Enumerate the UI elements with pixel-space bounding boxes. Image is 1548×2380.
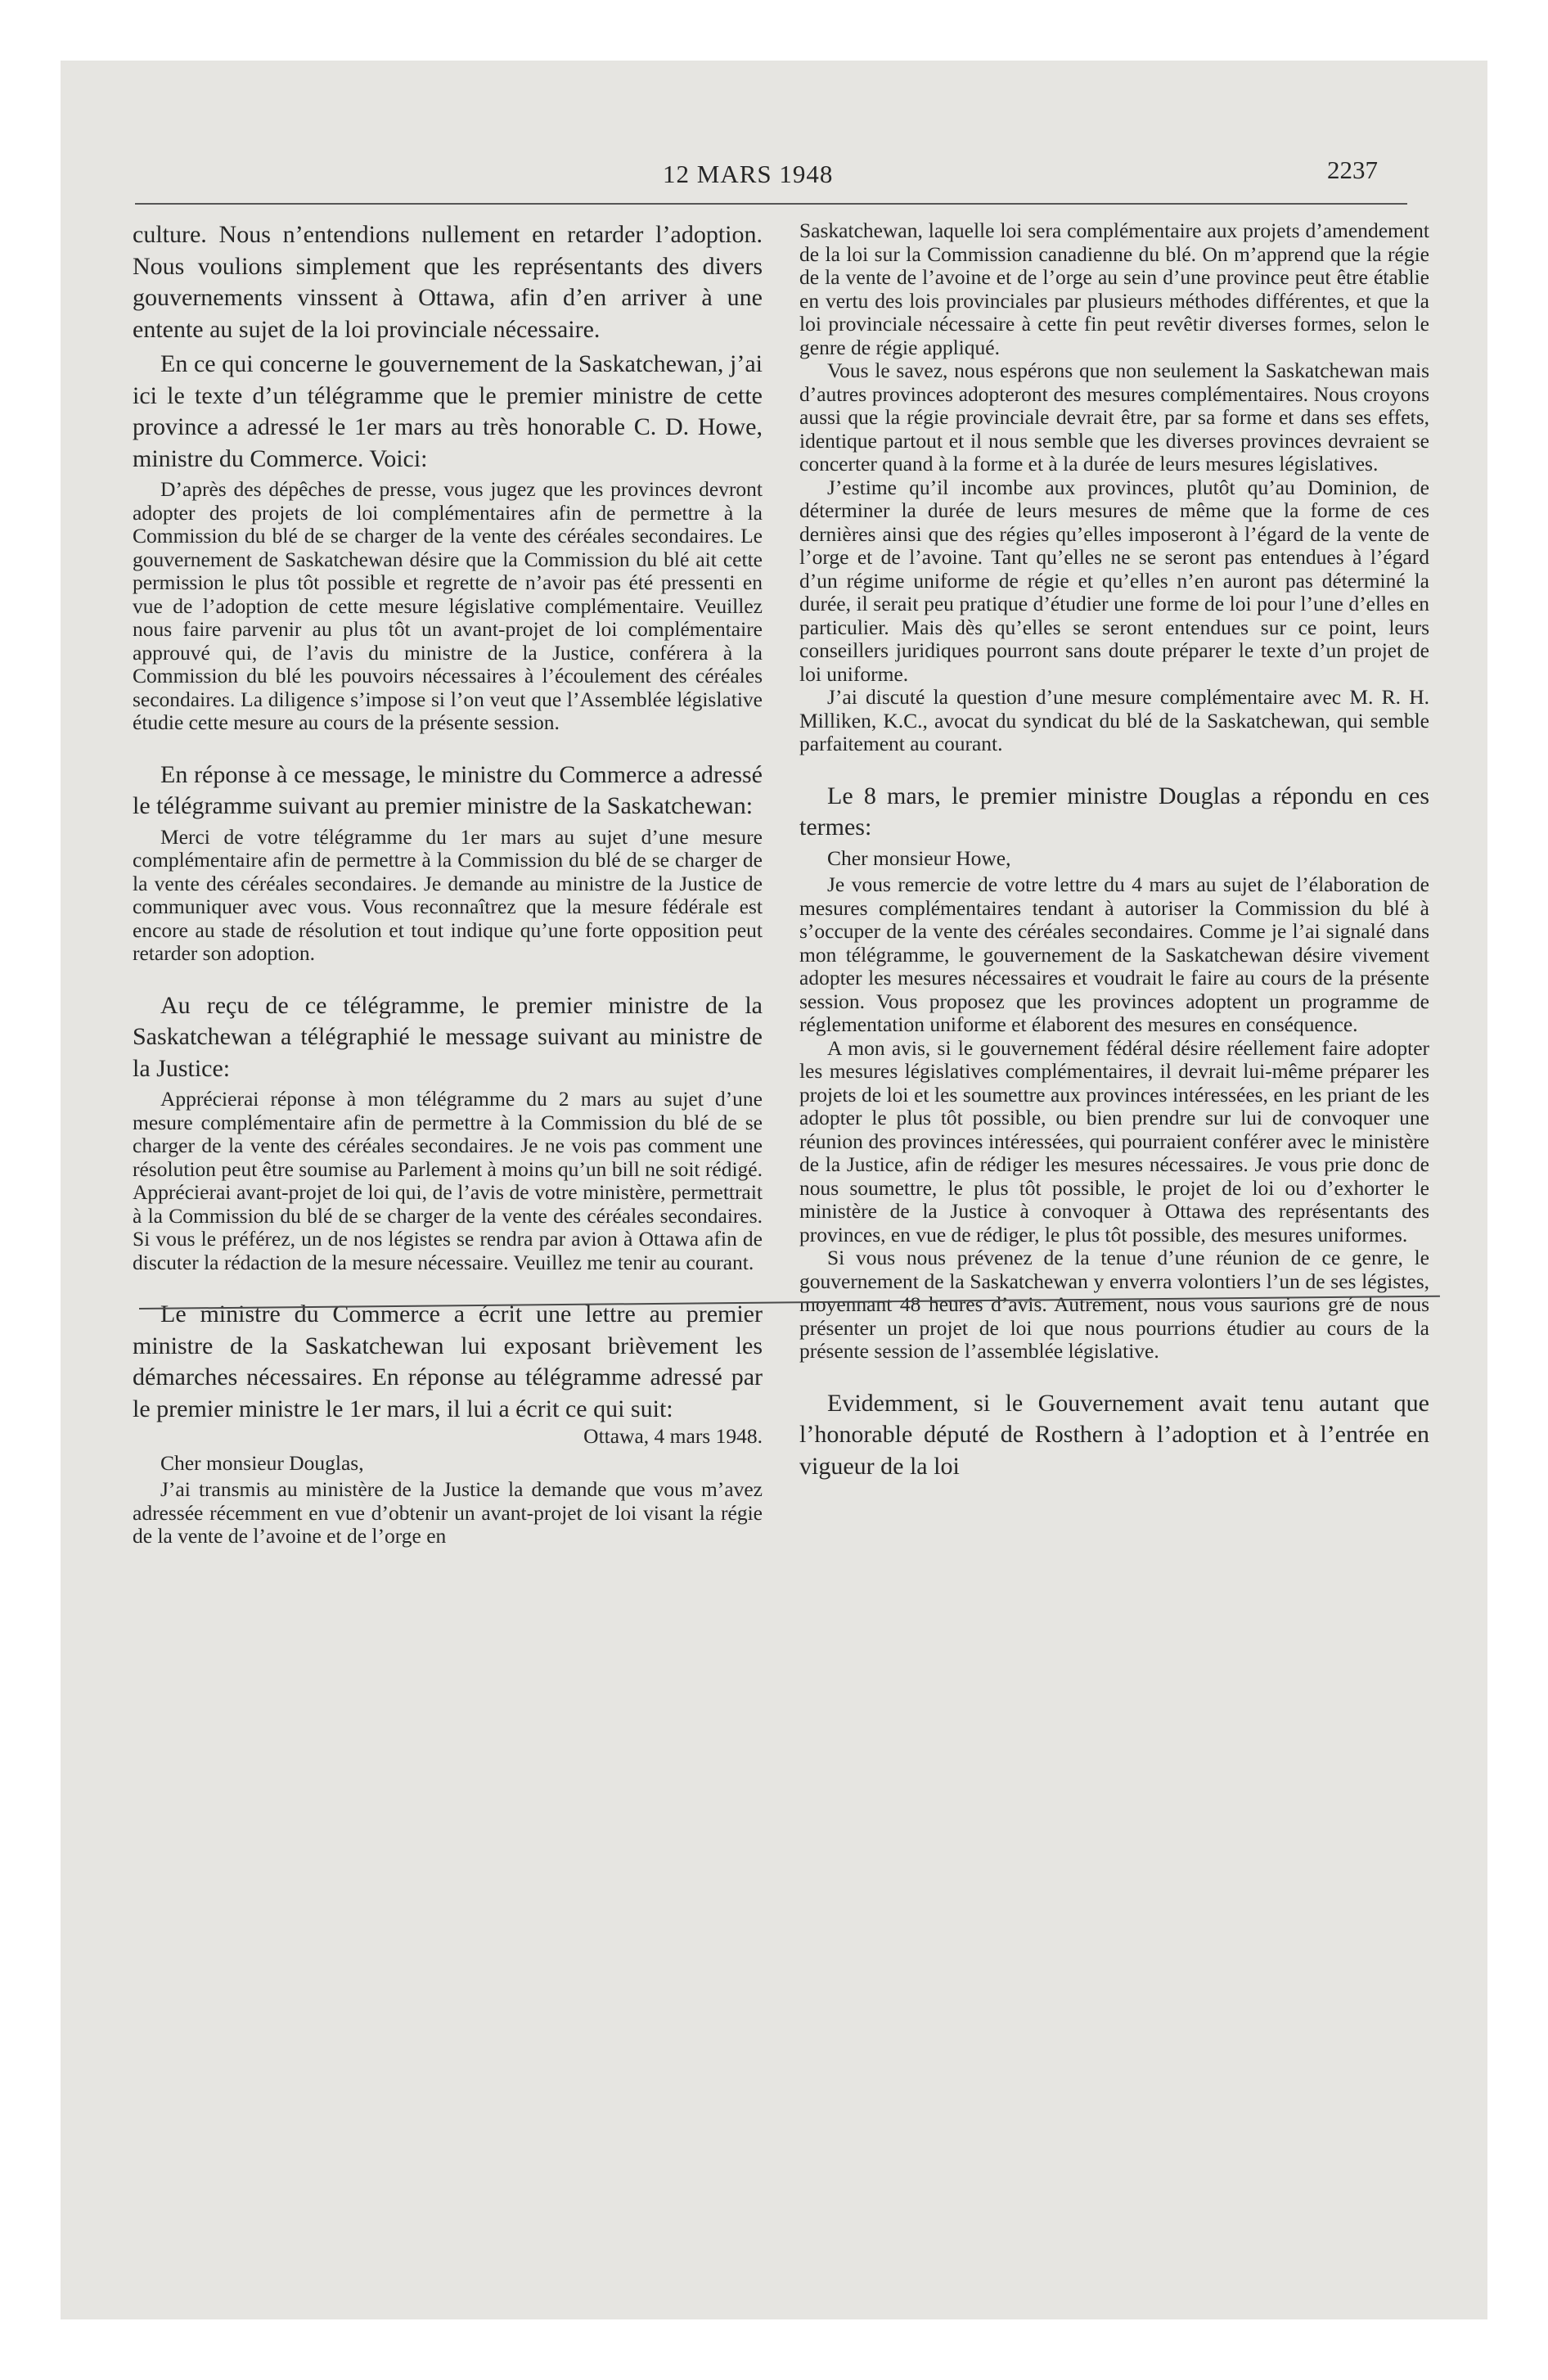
quoted-letter: J’ai discuté la question d’une mesure complémentaire avec M. R. H. Milliken, K.C., avocat du syndicat du blé de la Saskatchewan, qui semble parfaitement au courant. xyxy=(799,685,1429,755)
quoted-telegram: D’après des dépêches de presse, vous jugez que les provinces devront adopter des projets de loi complémentaires afin de permettre à la Commission du blé de se charger de la vente des céréales secondaires. Le gouvernement de Saskatchewan désire que la Commission du blé ait cette permission le plus tôt possible et regrette de n’avoir pas été pressenti en vue de l’adoption de cette mesure législative complémentaire. Veuillez nous faire parvenir au plus tôt un avant-projet de loi complémentaire approuvé qui, de l’avis du ministre de la Justice, conférera à la Commission du blé les pouvoirs nécessaires à l’écoulement des céréales secondaires. La diligence s’impose si l’on veut que l’Assemblée législative étudie cette mesure au cours de la présente session. xyxy=(133,477,763,734)
letter-salutation: Cher monsieur Howe, xyxy=(827,845,1011,870)
letter-salutation: Cher monsieur Douglas, xyxy=(160,1450,364,1475)
paragraph: Le ministre du Commerce a écrit une lettre au premier ministre de la Saskatchewan lui exposant brièvement les démarches nécessaires. En réponse au télégramme adressé par le premier ministre le 1er mars, il lui a écrit ce qui suit: xyxy=(133,1300,763,1422)
paragraph: En ce qui concerne le gouvernement de la Saskatchewan, j’ai ici le texte d’un télégramme que le premier ministre de cette province a adressé le 1er mars au très honorable C. D. Howe, ministre du Commerce. Voici: xyxy=(133,350,763,472)
paragraph: culture. Nous n’entendions nullement en retarder l’adoption. Nous voulions simplement que les représentants des divers gouvernements vinssent à Ottawa, afin d’en arriver à une entente au sujet de la loi provinciale nécessaire. xyxy=(133,221,763,343)
right-column xyxy=(799,219,1429,1482)
left-column xyxy=(133,219,763,1548)
quoted-letter: J’estime qu’il incombe aux provinces, plutôt qu’au Dominion, de déterminer la durée de leurs mesures de même que la forme de ces dernières ainsi que des régies qu’elles imposeront à l’égard de la vente de l’orge et de l’avoine. Tant qu’elles ne se seront pas entendues à l’égard d’un régime uniforme de régie et qu’elles n’en auront pas déterminé la durée, il serait peu pratique d’étudier une forme de loi pour l’une d’elles en particulier. Mais dès qu’elles se seront entendues sur ce point, leurs conseillers juridiques pourront sans doute préparer le texte d’un projet de loi uniforme. xyxy=(799,475,1429,686)
quoted-letter: J’ai transmis au ministère de la Justice la demande que vous m’avez adressée récemment en vue d’obtenir un avant-projet de loi visant la régie de la vente de l’avoine et de l’orge en xyxy=(133,1477,763,1548)
quoted-telegram: Merci de votre télégramme du 1er mars au sujet d’une mesure complémentaire afin de permettre à la Commission du blé de se charger de la vente des céréales secondaires. Je demande au ministre de la Justice de communiquer avec vous. Vous reconnaîtrez que la mesure fédérale est encore au stade de résolution et tout indique qu’une forte opposition peut retarder son adoption. xyxy=(133,824,763,965)
letter-dateline: Ottawa, 4 mars 1948. xyxy=(583,1424,763,1448)
quoted-letter: Saskatchewan, laquelle loi sera complémentaire aux projets d’amendement de la loi sur la Commission canadienne du blé. On m’apprend que la régie de la vente de l’avoine et de l’orge au sein d’une province peut être établie en vertu des lois provinciales par plusieurs méthodes différentes, et que la loi provinciale nécessaire à cette fin peut revêtir diverses formes, selon le genre de régie appliqué. xyxy=(799,219,1429,359)
paragraph: Evidemment, si le Gouvernement avait tenu autant que l’honorable député de Rosthern à l’adoption et à l’entrée en vigueur de la loi xyxy=(799,1389,1429,1480)
quoted-letter: Si vous nous prévenez de la tenue d’une réunion de ce genre, le gouvernement de la Saskatchewan y enverra volontiers l’un de ses légistes, moyennant 48 heures d’avis. Autrement, nous vous saurions gré de nous présenter un projet de loi que nous pourrions étudier au cours de la présente session de l’assemblée législative. xyxy=(799,1246,1429,1363)
quoted-telegram: Apprécierai réponse à mon télégramme du 2 mars au sujet d’une mesure complémentaire afin de permettre à la Commission du blé de se charger de la vente des céréales secondaires. Je ne vois pas comment une résolution peut être soumise au Parlement à moins qu’un bill ne soit rédigé. Apprécierai avant-projet de loi qui, de l’avis de votre ministère, permettrait à la Commission du blé de se charger de la vente des céréales secondaires. Si vous le préférez, un de nos légistes se rendra par avion à Ottawa afin de discuter la rédaction de la mesure nécessaire. Veuillez me tenir au courant. xyxy=(133,1087,763,1274)
quoted-letter: Je vous remercie de votre lettre du 4 mars au sujet de l’élaboration de mesures complémentaires tendant à autoriser la Commission du blé à s’occuper de la vente des céréales secondaires. Comme je l’ai signalé dans mon télégramme, le gouvernement de la Saskatchewan désire vivement adopter les mesures nécessaires et voudrait le faire au cours de la présente session. Vous proposez que les provinces adoptent un programme de réglementation uniforme et élaborent des mesures en conséquence. xyxy=(799,872,1429,1036)
quoted-letter: Vous le savez, nous espérons que non seulement la Saskatchewan mais d’autres provinces adopteront des mesures complémentaires. Nous croyons aussi que la régie provinciale devrait être, par sa forme et dans ses effets, identique partout et il nous semble que les diverses provinces devraient se concerter quand à la forme et à la durée de leurs mesures législatives. xyxy=(799,358,1429,476)
quoted-letter: A mon avis, si le gouvernement fédéral désire réellement faire adopter les mesures législatives complémentaires, il devrait lui-même préparer les projets de loi et les soumettre aux provinces intéressées, en les priant de les adopter le plus tôt possible, ou bien prendre sur lui de convoquer une réunion des provinces intéressées, qui pourraient conférer avec le ministère de la Justice, afin de rédiger les mesures nécessaires. Je vous prie donc de nous soumettre, le plus tôt possible, le projet de loi ou d’exhorter le ministère de la Justice à convoquer à Ottawa des représentants des provinces, en vue de rédiger, le plus tôt possible, des mesures uniformes. xyxy=(799,1035,1429,1246)
paragraph: Au reçu de ce télégramme, le premier ministre de la Saskatchewan a télégraphié le message suivant au ministre de la Justice: xyxy=(133,991,763,1082)
page-number: 2237 xyxy=(1327,156,1378,184)
paragraph: Le 8 mars, le premier ministre Douglas a répondu en ces termes: xyxy=(799,782,1429,841)
header-divider xyxy=(135,203,1407,205)
paragraph: En réponse à ce message, le ministre du Commerce a adressé le télégramme suivant au premier ministre de la Saskatchewan: xyxy=(133,760,763,819)
page-header-date: 12 MARS 1948 xyxy=(663,160,834,188)
